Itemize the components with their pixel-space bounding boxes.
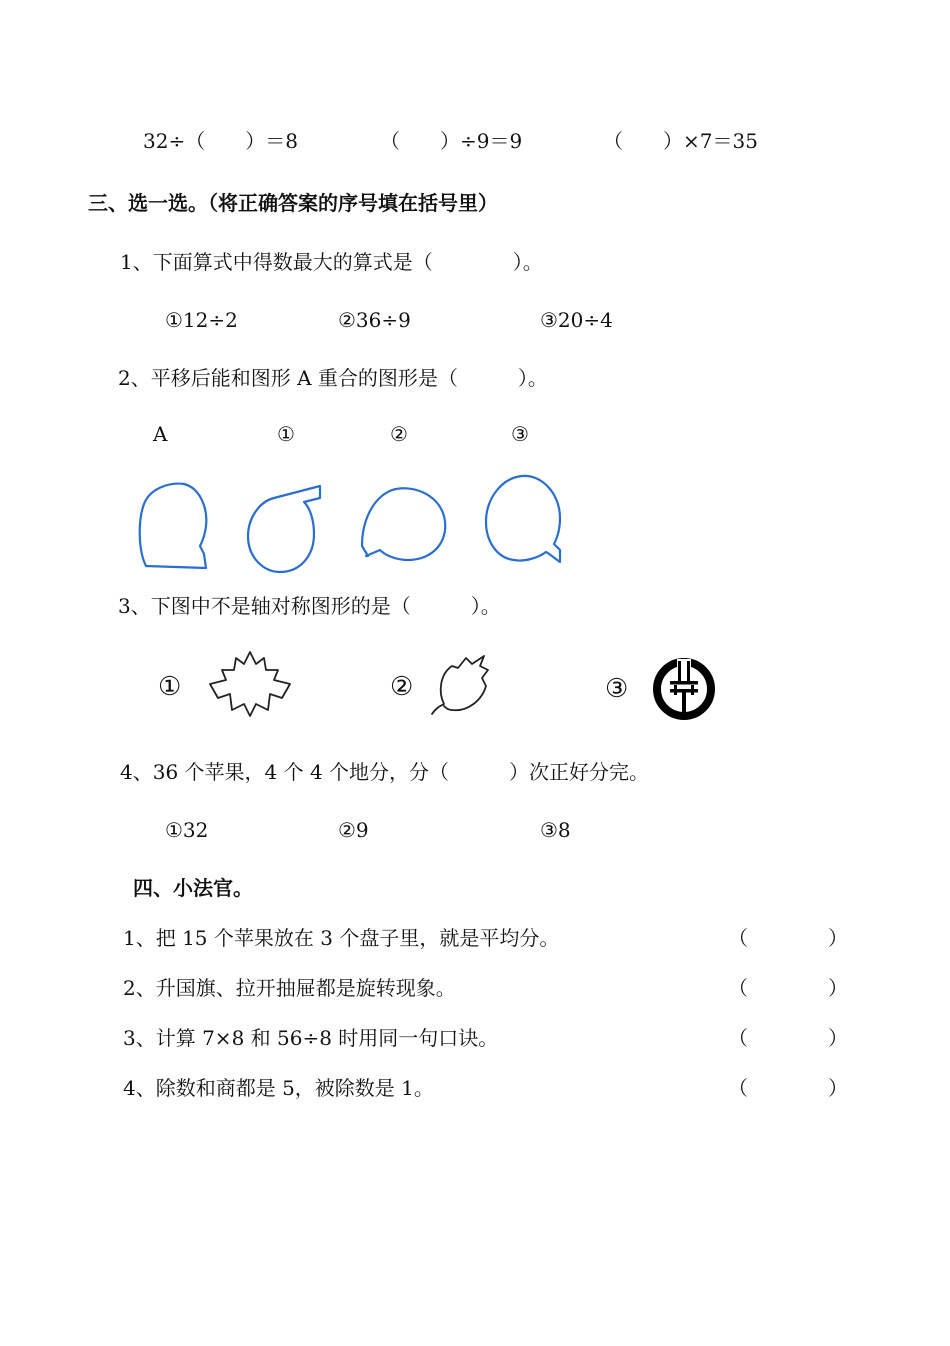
- q2-text: 2、平移后能和图形 A 重合的图形是（ ）。: [118, 366, 548, 390]
- judge-item-2: 2、升国旗、拉开抽屉都是旋转现象。: [123, 976, 456, 1000]
- q3-label-3: ③: [605, 674, 629, 704]
- equation-1: 32÷（ ）＝8: [143, 129, 298, 153]
- judge-item-1: 1、把 15 个苹果放在 3 个盘子里，就是平均分。: [123, 926, 560, 950]
- q1-option-1: ①12÷2: [165, 308, 238, 332]
- q3-shape-2-leaf: [428, 652, 494, 718]
- q4-text: 4、36 个苹果，4 个 4 个地分，分（ ）次正好分完。: [120, 760, 650, 784]
- equation-3: （ ）×7＝35: [603, 129, 758, 153]
- q4-option-2: ②9: [338, 818, 369, 842]
- judge-answer-3: （ ）: [728, 1026, 848, 1050]
- section3-title: 三、选一选。（将正确答案的序号填在括号里）: [88, 191, 498, 215]
- q2-label-2: ②: [390, 422, 408, 446]
- q3-text: 3、下图中不是轴对称图形的是（ ）。: [118, 594, 501, 618]
- judge-answer-4: （ ）: [728, 1076, 848, 1100]
- q1-option-3: ③20÷4: [540, 308, 613, 332]
- q2-label-a: A: [153, 422, 168, 446]
- q3-label-1: ①: [158, 672, 182, 702]
- q3-label-2: ②: [390, 672, 414, 702]
- q2-label-3: ③: [511, 422, 529, 446]
- judge-answer-1: （ ）: [728, 926, 848, 950]
- q2-shape-a: [136, 480, 211, 575]
- q1-option-2: ②36÷9: [338, 308, 411, 332]
- q3-shape-1-symmetric-leaf: [204, 648, 296, 720]
- q1-text: 1、下面算式中得数最大的算式是（ ）。: [120, 250, 543, 274]
- equation-2: （ ）÷9＝9: [380, 129, 523, 153]
- q4-option-1: ①32: [165, 818, 209, 842]
- q3-shape-3-logo-icon: [650, 655, 718, 723]
- section4-title: 四、小法官。: [133, 876, 253, 900]
- judge-item-4: 4、除数和商都是 5，被除数是 1。: [123, 1076, 434, 1100]
- q2-shape-1: [244, 482, 324, 574]
- q4-option-3: ③8: [540, 818, 571, 842]
- q2-shape-2: [358, 484, 448, 564]
- q2-shape-3: [484, 474, 566, 566]
- judge-item-3: 3、计算 7×8 和 56÷8 时用同一句口诀。: [123, 1026, 499, 1050]
- q2-label-1: ①: [277, 422, 295, 446]
- judge-answer-2: （ ）: [728, 976, 848, 1000]
